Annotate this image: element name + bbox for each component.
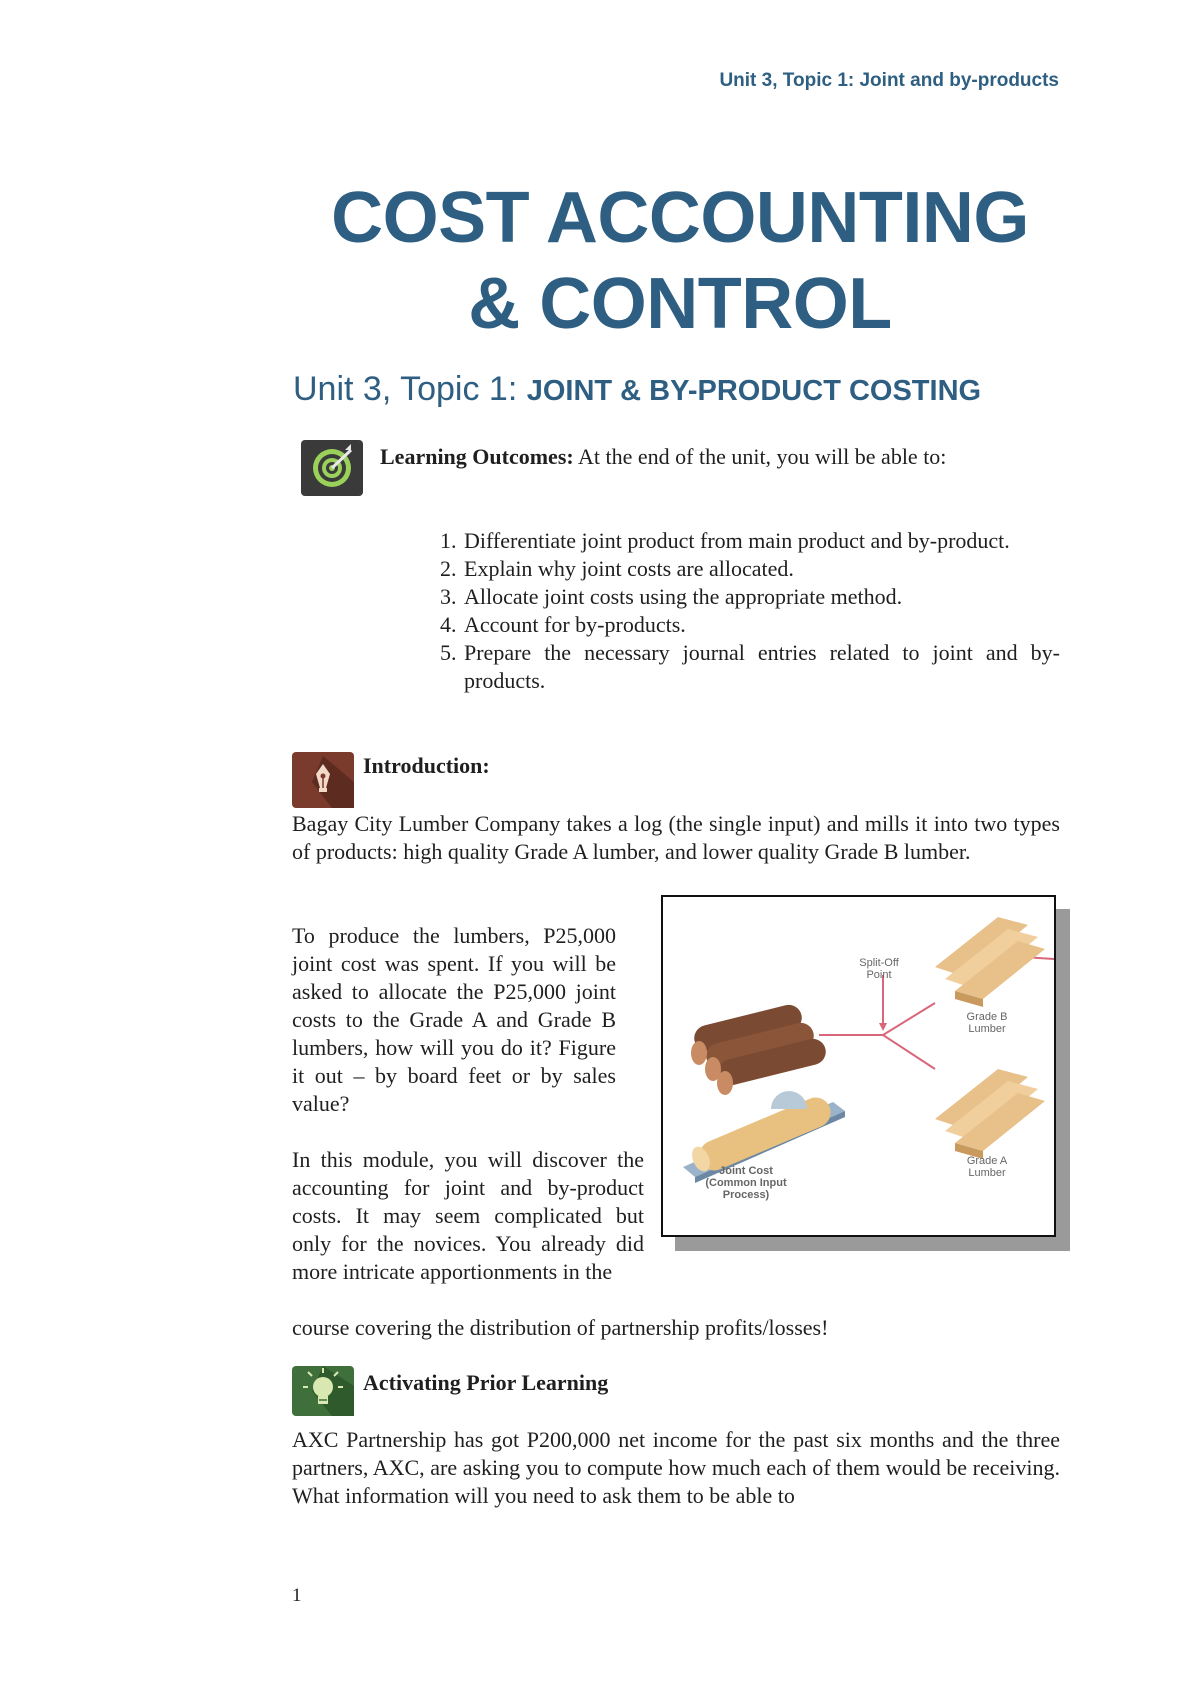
running-header: Unit 3, Topic 1: Joint and by-products xyxy=(719,70,1059,91)
intro-paragraph-2: To produce the lumbers, P25,000 joint cost was spent. If you will be asked to allocate the P25,000 joint costs to the Grade A and Grade B lumbers, how will you do it? Figure it out – by board feet or by sales value? xyxy=(292,923,616,1116)
title-line-2: & CONTROL xyxy=(468,264,892,344)
document-title xyxy=(290,175,1070,347)
learning-outcomes-label: Learning Outcomes: xyxy=(380,444,574,469)
prior-learning-paragraph: AXC Partnership has got P200,000 net income for the past six months and the three partners, AXC, are asking you to compute how much each of them would be receiving. What information will you need to ask them to be able to xyxy=(292,1427,1060,1508)
introduction-heading: Introduction: xyxy=(363,753,490,778)
grade-b-label: Grade B Lumber xyxy=(966,1011,1008,1035)
list-text: Explain why joint costs are allocated. xyxy=(464,556,794,581)
lightbulb-icon xyxy=(292,1366,354,1416)
intro-paragraph-1: Bagay City Lumber Company takes a log (the single input) and mills it into two types of products: high quality Grade A lumber, and lower quality Grade B lumber. xyxy=(292,811,1060,864)
list-item xyxy=(440,611,1060,639)
joint-cost-label: Joint Cost (Common Input Process) xyxy=(705,1165,787,1201)
fountain-pen-icon xyxy=(292,752,354,808)
split-off-label: Split-Off Point xyxy=(859,957,899,981)
list-item xyxy=(440,555,1060,583)
learning-outcomes-text: At the end of the unit, you will be able to: xyxy=(573,444,947,469)
list-item xyxy=(440,527,1060,555)
learning-outcomes-intro xyxy=(380,444,946,470)
prior-learning-heading: Activating Prior Learning xyxy=(363,1370,609,1395)
intro-paragraph-3: In this module, you will discover the accounting for joint and by-product costs. It may seem complicated but only for the novices. You already did more intricate apportionments in the xyxy=(292,1147,644,1284)
list-text: Differentiate joint product from main product and by-product. xyxy=(464,528,1010,553)
list-text: Account for by-products. xyxy=(464,612,686,637)
list-number: 3. xyxy=(440,584,457,609)
title-line-1: COST ACCOUNTING xyxy=(331,178,1029,258)
list-number: 5. xyxy=(440,640,457,665)
list-number: 1. xyxy=(440,528,457,553)
intro-paragraph-3-end: course covering the distribution of partnership profits/losses! xyxy=(292,1315,829,1340)
list-number: 2. xyxy=(440,556,457,581)
unit-topic: JOINT & BY-PRODUCT COSTING xyxy=(526,375,982,407)
page-number: 1 xyxy=(292,1585,302,1606)
list-number: 4. xyxy=(440,612,457,637)
list-text: Allocate joint costs using the appropriate method. xyxy=(464,584,903,609)
unit-prefix: Unit 3, Topic 1: xyxy=(293,370,527,408)
joint-product-figure xyxy=(661,895,1056,1237)
list-item xyxy=(440,583,1060,611)
unit-heading xyxy=(293,370,981,409)
logs-illustration xyxy=(691,1002,829,1095)
target-icon xyxy=(301,440,363,496)
grade-a-lumber-stack xyxy=(935,1069,1045,1159)
learning-outcomes-list xyxy=(440,527,1060,695)
list-item xyxy=(440,639,1060,695)
grade-b-lumber-stack xyxy=(935,917,1045,1007)
grade-a-label: Grade A Lumber xyxy=(966,1155,1008,1179)
list-text: Prepare the necessary journal entries related to joint and by-products. xyxy=(464,640,1060,693)
